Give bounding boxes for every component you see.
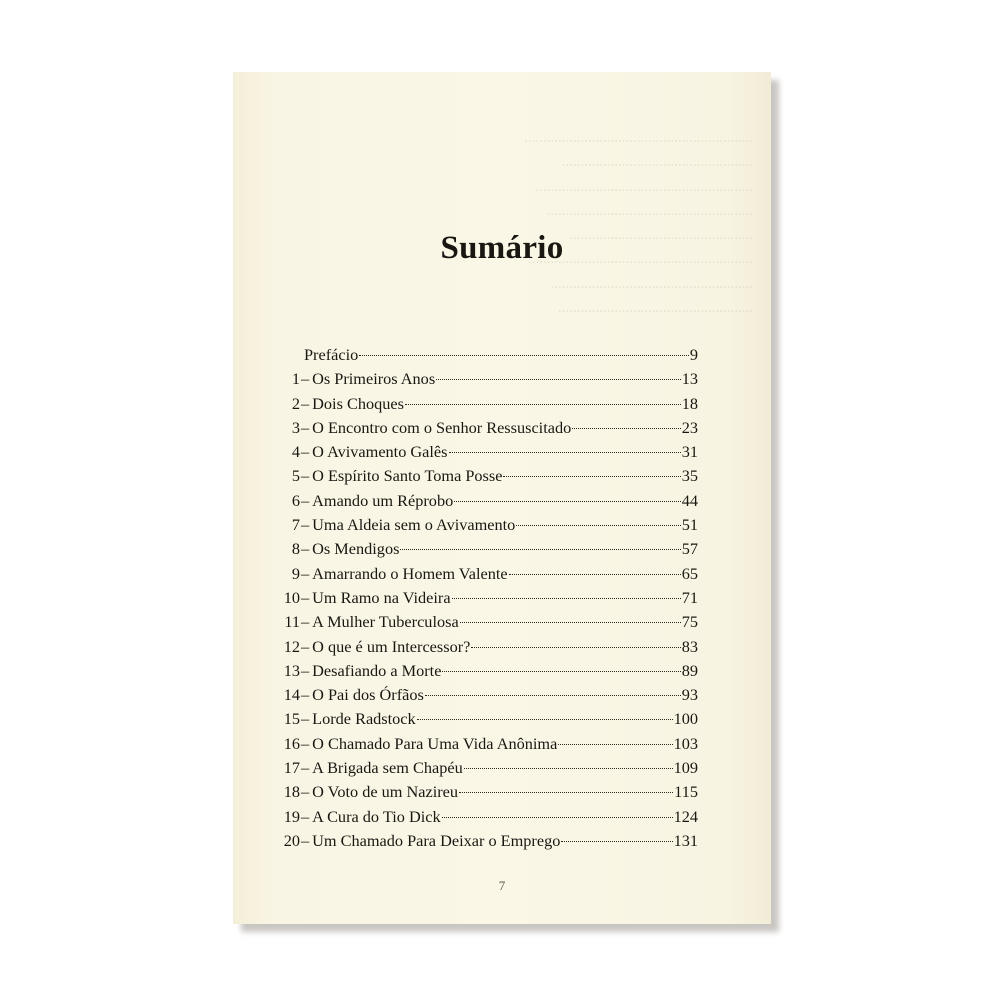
dot-leader	[425, 695, 681, 696]
chapter-title: O Encontro com o Senhor Ressuscitado	[312, 417, 572, 437]
chapter-separator: –	[301, 612, 310, 632]
dot-leader	[405, 404, 681, 405]
chapter-number: 5	[291, 466, 300, 486]
chapter-page-number: 93	[681, 685, 698, 705]
chapter-title: Desafiando a Morte	[312, 660, 442, 680]
chapter-separator: –	[301, 758, 310, 778]
chapter-title: Os Mendigos	[312, 539, 400, 559]
chapter-page-number: 35	[681, 466, 698, 486]
chapter-number: 12	[283, 636, 300, 656]
chapter-title: Os Primeiros Anos	[312, 369, 436, 389]
chapter-number: 1	[291, 369, 300, 389]
dot-leader	[471, 647, 680, 648]
chapter-number: 17	[283, 758, 300, 778]
toc-entry	[272, 491, 698, 515]
chapter-page-number: 124	[673, 806, 698, 826]
chapter-page-number: 57	[681, 539, 698, 559]
dot-leader	[509, 574, 681, 575]
dot-leader	[442, 671, 680, 672]
chapter-title: O Pai dos Órfãos	[312, 685, 424, 705]
chapter-separator: –	[301, 685, 310, 705]
chapter-title: O Avivamento Galês	[312, 442, 448, 462]
toc-entry	[272, 564, 698, 588]
chapter-separator: –	[301, 442, 310, 462]
dot-leader	[503, 476, 680, 477]
toc-entry	[272, 782, 698, 806]
chapter-title: Um Chamado Para Deixar o Emprego	[312, 830, 561, 850]
chapter-number: 13	[283, 660, 300, 680]
chapter-separator: –	[301, 782, 310, 802]
chapter-number: 16	[283, 733, 300, 753]
chapter-separator: –	[301, 709, 310, 729]
chapter-number: 3	[291, 417, 300, 437]
chapter-number: 7	[291, 515, 300, 535]
chapter-page-number: 109	[673, 758, 698, 778]
toc-entry	[272, 637, 698, 661]
chapter-number: 8	[291, 539, 300, 559]
show-through-text: ............................................................. ................................................... .......................................................... ....................................................... ................................................. ............................................................ ...................................................... ....................................................	[524, 130, 753, 317]
dot-leader	[516, 525, 680, 526]
toc-entry	[272, 612, 698, 636]
toc-entry	[272, 807, 698, 831]
dot-leader	[436, 379, 681, 380]
chapter-page-number: 13	[681, 369, 698, 389]
chapter-page-number: 131	[673, 830, 698, 850]
chapter-number: 11	[284, 612, 300, 632]
book-page	[233, 72, 771, 924]
chapter-page-number: 31	[681, 442, 698, 462]
toc-entry	[272, 394, 698, 418]
dot-leader	[449, 452, 681, 453]
toc-entry	[272, 758, 698, 782]
table-of-contents	[272, 345, 698, 855]
dot-leader	[572, 428, 680, 429]
toc-entry	[272, 685, 698, 709]
chapter-title: Amando um Réprobo	[312, 490, 454, 510]
chapter-title: Lorde Radstock	[312, 709, 416, 729]
chapter-title: Dois Choques	[312, 393, 404, 413]
dot-leader	[442, 817, 673, 818]
chapter-separator: –	[301, 539, 310, 559]
chapter-page-number: 23	[681, 417, 698, 437]
chapter-page-number: 65	[681, 563, 698, 583]
chapter-number: 14	[283, 685, 300, 705]
chapter-separator: –	[301, 369, 310, 389]
chapter-title: A Brigada sem Chapéu	[312, 758, 463, 778]
dot-leader	[561, 841, 672, 842]
chapter-page-number: 75	[681, 612, 698, 632]
toc-entry	[272, 466, 698, 490]
dot-leader	[454, 501, 680, 502]
chapter-page-number: 89	[681, 660, 698, 680]
chapter-separator: –	[301, 636, 310, 656]
chapter-title: A Cura do Tio Dick	[312, 806, 441, 826]
chapter-title: Uma Aldeia sem o Avivamento	[312, 515, 516, 535]
chapter-page-number: 115	[674, 782, 698, 802]
dot-leader	[464, 768, 673, 769]
chapter-separator: –	[301, 806, 310, 826]
chapter-separator: –	[301, 563, 310, 583]
chapter-page-number: 18	[681, 393, 698, 413]
chapter-separator: –	[301, 830, 310, 850]
chapter-number: 6	[291, 490, 300, 510]
dot-leader	[460, 622, 681, 623]
chapter-number: 18	[283, 782, 300, 802]
chapter-page-number: 83	[681, 636, 698, 656]
toc-entry	[272, 709, 698, 733]
chapter-number: 19	[283, 806, 300, 826]
chapter-title: A Mulher Tuberculosa	[312, 612, 459, 632]
toc-entry	[272, 418, 698, 442]
toc-entry	[272, 345, 698, 369]
toc-entry	[272, 661, 698, 685]
toc-entry	[272, 515, 698, 539]
dot-leader	[558, 744, 672, 745]
chapter-page-number: 71	[681, 587, 698, 607]
dot-leader	[417, 719, 673, 720]
chapter-number: 4	[291, 442, 300, 462]
chapter-title: O Espírito Santo Toma Posse	[312, 466, 503, 486]
chapter-page-number: 100	[673, 709, 698, 729]
chapter-number: 15	[283, 709, 300, 729]
chapter-separator: –	[301, 733, 310, 753]
chapter-separator: –	[301, 393, 310, 413]
chapter-separator: –	[301, 587, 310, 607]
chapter-page-number: 51	[681, 515, 698, 535]
chapter-title: O Voto de um Nazireu	[312, 782, 459, 802]
toc-entry	[272, 734, 698, 758]
chapter-separator: –	[301, 515, 310, 535]
dot-leader	[459, 792, 673, 793]
chapter-number: 9	[291, 563, 300, 583]
chapter-page-number: 44	[681, 490, 698, 510]
chapter-title: O que é um Intercessor?	[312, 636, 471, 656]
chapter-number: 2	[291, 393, 300, 413]
chapter-title: Prefácio	[304, 345, 359, 364]
toc-entry	[272, 539, 698, 563]
dot-leader	[400, 549, 680, 550]
chapter-separator: –	[301, 417, 310, 437]
chapter-separator: –	[301, 490, 310, 510]
chapter-page-number: 9	[689, 345, 698, 364]
toc-entry	[272, 831, 698, 855]
chapter-separator: –	[301, 660, 310, 680]
chapter-number: 10	[283, 587, 300, 607]
dot-leader	[359, 355, 689, 356]
toc-entry	[272, 442, 698, 466]
chapter-title: Um Ramo na Videira	[312, 587, 451, 607]
toc-entry	[272, 369, 698, 393]
chapter-separator: –	[301, 466, 310, 486]
chapter-title: Amarrando o Homem Valente	[312, 563, 508, 583]
chapter-page-number: 103	[673, 733, 698, 753]
chapter-title: O Chamado Para Uma Vida Anônima	[312, 733, 558, 753]
toc-entry	[272, 588, 698, 612]
chapter-number: 20	[283, 830, 300, 850]
page-number: 7	[498, 878, 506, 893]
page-title: Sumário	[440, 230, 564, 266]
dot-leader	[452, 598, 681, 599]
